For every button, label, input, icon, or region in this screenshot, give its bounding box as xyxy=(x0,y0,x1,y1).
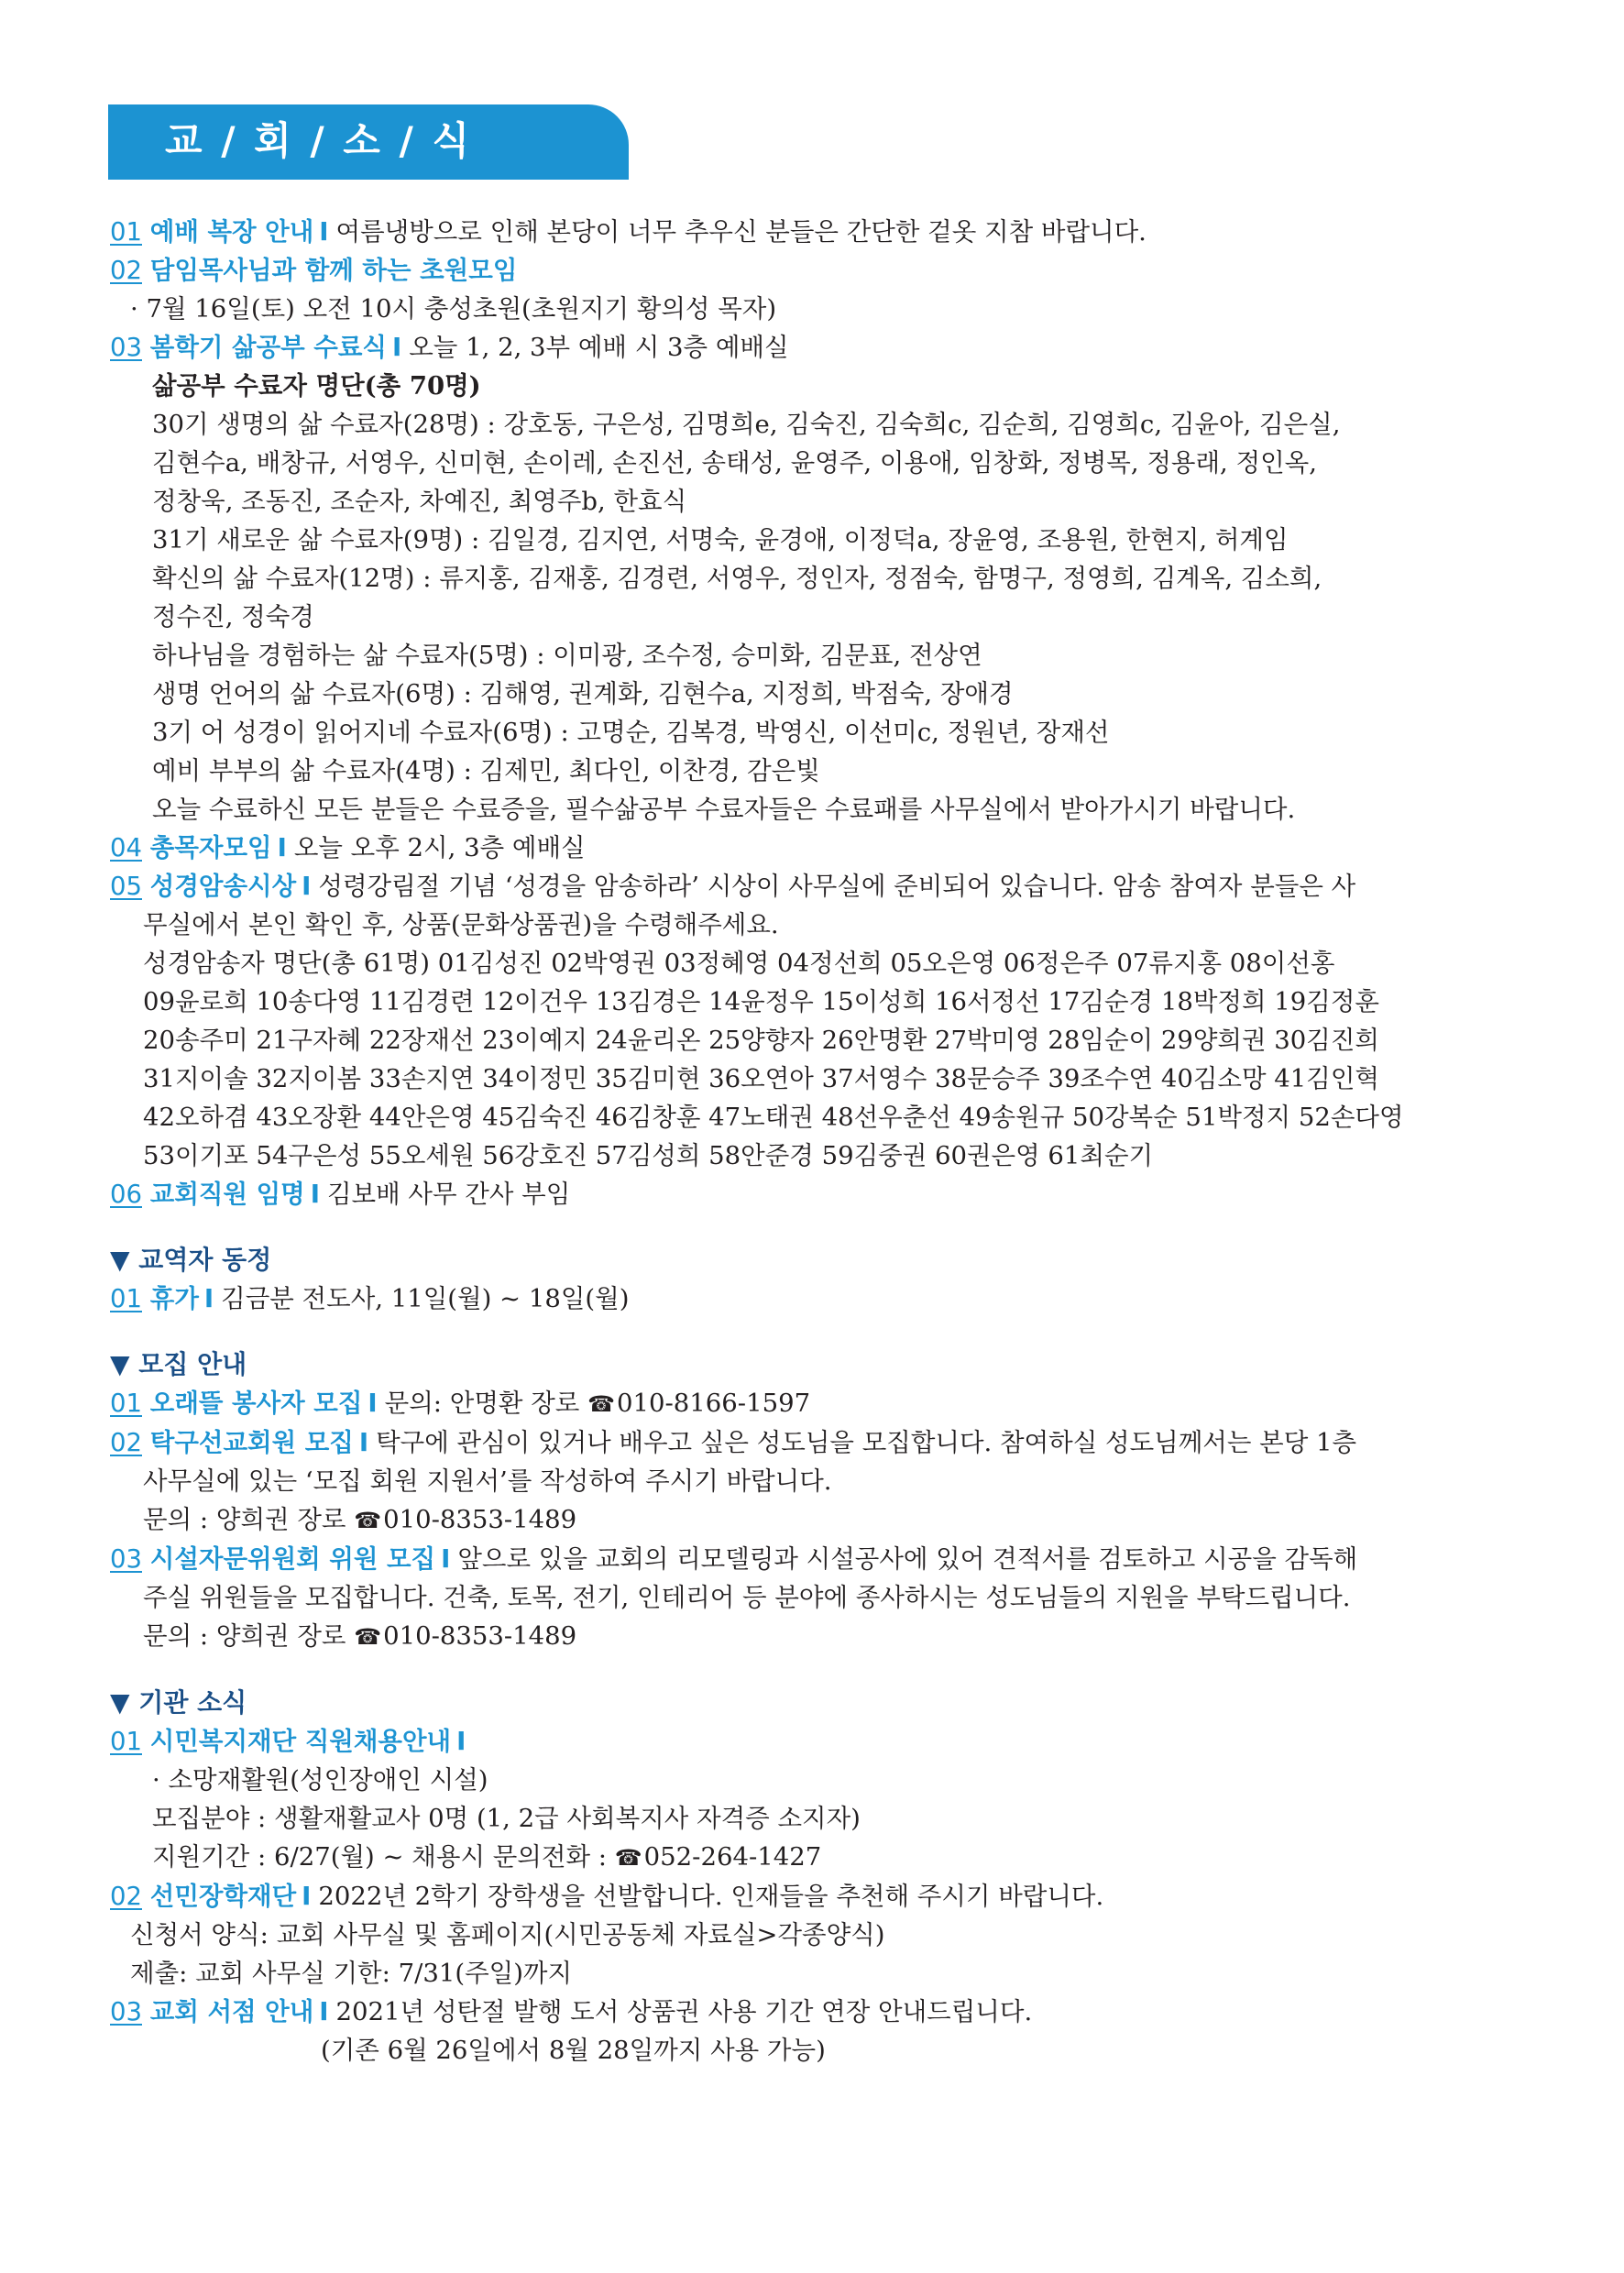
graduate-line: 예비 부부의 삶 수료자(4명) : 김제민, 최다인, 이찬경, 감은빛 xyxy=(152,756,820,785)
phone-icon: ☎ xyxy=(354,1624,382,1650)
item-text: 앞으로 있을 교회의 리모델링과 시설공사에 있어 견적서를 검토하고 시공을 감독해 xyxy=(457,1544,1358,1574)
separator: I xyxy=(319,217,329,247)
reciter-list-line: 42오하겸 43오장환 44안은영 45김숙진 46김창훈 47노태권 48선우춘선 49송원규 50강복순 51박정지 52손다영 xyxy=(143,1103,1404,1132)
separator: I xyxy=(277,833,287,862)
item-title: 시민복지재단 직원채용안내 xyxy=(149,1727,452,1756)
graduate-line: 생명 언어의 삶 수료자(6명) : 김해영, 권계화, 김현수a, 지정희, 박점숙, 장애경 xyxy=(152,679,1014,708)
contact-line xyxy=(110,1617,1540,1656)
recruit-item-01 xyxy=(110,1384,1540,1423)
item-number: 02 xyxy=(110,1428,142,1457)
announcement-06 xyxy=(110,1175,1540,1213)
phone-icon: ☎ xyxy=(614,1845,642,1871)
item-number: 05 xyxy=(110,872,142,901)
separator: I xyxy=(203,1284,214,1313)
separator: I xyxy=(368,1389,378,1418)
item-detail: · 7월 16일(토) 오전 10시 충성초원(초원지기 황의성 목자) xyxy=(130,294,777,324)
agency-item-01 xyxy=(110,1722,1540,1761)
section-heading-minister: ▼ 교역자 동정 xyxy=(110,1245,272,1275)
item-title: 봄학기 삶공부 수료식 xyxy=(149,333,387,362)
item-text: 탁구에 관심이 있거나 배우고 싶은 성도님을 모집합니다. 참여하실 성도님께서는 본당 1층 xyxy=(376,1428,1357,1457)
graduate-list-title: 삶공부 수료자 명단(총 70명) xyxy=(152,371,481,401)
item-text: 성령강림절 기념 ‘성경을 암송하라’ 시상이 사무실에 준비되어 있습니다. 암송 참여자 분들은 사 xyxy=(318,872,1356,901)
agency-item-02 xyxy=(110,1877,1540,1916)
graduate-line: 정수진, 정숙경 xyxy=(152,602,314,631)
item-text-continued: 사무실에 있는 ‘모집 회원 지원서’를 작성하여 주시기 바랍니다. xyxy=(143,1466,832,1496)
item-text-continued: 무실에서 본인 확인 후, 상품(문화상품권)을 수령해주세요. xyxy=(143,910,779,939)
graduate-note: 오늘 수료하신 모든 분들은 수료증을, 필수삶공부 수료자들은 수료패를 사무실에서 받아가시기 바랍니다. xyxy=(152,795,1296,824)
graduate-line: 김현수a, 배창규, 서영우, 신미현, 손이레, 손진선, 송태성, 윤영주, 이용애, 임창화, 정병목, 정용래, 정인옥, xyxy=(152,448,1317,478)
item-number: 03 xyxy=(110,333,142,362)
item-number: 01 xyxy=(110,217,142,247)
graduate-line: 정창욱, 조동진, 조순자, 차예진, 최영주b, 한효식 xyxy=(152,487,687,516)
announcement-04 xyxy=(110,829,1540,867)
agency-item-03 xyxy=(110,1993,1540,2031)
item-title: 교회 서점 안내 xyxy=(149,1997,314,2026)
item-title: 성경암송시상 xyxy=(149,872,297,901)
item-title: 선민장학재단 xyxy=(149,1882,297,1911)
separator: I xyxy=(319,1997,329,2026)
graduate-line: 하나님을 경험하는 삶 수료자(5명) : 이미광, 조수정, 승미화, 김문표, 전상연 xyxy=(152,641,982,670)
phone-icon: ☎ xyxy=(354,1508,382,1533)
item-text: 김금분 전도사, 11일(월) ~ 18일(월) xyxy=(221,1284,630,1313)
separator: I xyxy=(391,333,402,362)
phone-number: 010-8166-1597 xyxy=(617,1389,811,1418)
separator: I xyxy=(310,1180,320,1209)
reciter-list-line: 20송주미 21구자혜 22장재선 23이예지 24윤리온 25양향자 26안명환 27박미영 28임순이 29양희권 30김진희 xyxy=(143,1026,1379,1055)
separator: I xyxy=(358,1428,369,1457)
item-title: 시설자문위원회 위원 모집 xyxy=(149,1544,436,1574)
contact-label: 문의 : 양희권 장로 xyxy=(143,1505,355,1534)
contact-line xyxy=(110,1500,1540,1540)
item-text: 오늘 오후 2시, 3층 예배실 xyxy=(293,833,586,862)
separator: I xyxy=(302,1882,312,1911)
period-text: 지원기간 : 6/27(월) ~ 채용시 문의전화 : xyxy=(152,1842,615,1872)
item-text: 오늘 1, 2, 3부 예배 시 3층 예배실 xyxy=(409,333,789,362)
announcement-05 xyxy=(110,867,1540,906)
item-title: 오래뜰 봉사자 모집 xyxy=(149,1389,363,1418)
phone-number: 052-264-1427 xyxy=(643,1842,822,1872)
item-title: 탁구선교회원 모집 xyxy=(149,1428,354,1457)
item-text-continued: 신청서 양식: 교회 사무실 및 홈페이지(시민공동체 자료실>각종양식) xyxy=(130,1920,885,1949)
item-number: 06 xyxy=(110,1180,142,1209)
recruit-item-03 xyxy=(110,1540,1540,1578)
item-title: 교회직원 임명 xyxy=(149,1180,305,1209)
reciter-list-line: 53이기포 54구은성 55오세원 56강호진 57김성희 58안준경 59김중권 60권은영 61최순기 xyxy=(143,1141,1154,1170)
graduate-line: 31기 새로운 삶 수료자(9명) : 김일경, 김지연, 서명숙, 윤경애, 이정덕a, 장윤영, 조용원, 한현지, 허계임 xyxy=(152,525,1289,555)
recruit-item-02 xyxy=(110,1423,1540,1462)
minister-item-01 xyxy=(110,1279,1540,1318)
agency-period xyxy=(110,1838,1540,1877)
reciter-list-line: 31지이솔 32지이봄 33손지연 34이정민 35김미현 36오연아 37서영수 38문승주 39조수연 40김소망 41김인혁 xyxy=(143,1064,1379,1093)
item-title: 총목자모임 xyxy=(149,833,272,862)
item-title: 휴가 xyxy=(149,1284,199,1313)
graduate-line: 30기 생명의 삶 수료자(28명) : 강호동, 구은성, 김명희e, 김숙진, 김숙희c, 김순희, 김영희c, 김윤아, 김은실, xyxy=(152,410,1341,439)
item-text: 여름냉방으로 인해 본당이 너무 추우신 분들은 간단한 겉옷 지참 바랍니다. xyxy=(335,217,1147,247)
separator: I xyxy=(456,1727,466,1756)
reciter-list-line: 09윤로희 10송다영 11김경련 12이건우 13김경은 14윤정우 15이성희 16서정선 17김순경 18박정희 19김정훈 xyxy=(143,987,1379,1016)
contact-label: 문의 : 양희권 장로 xyxy=(143,1621,355,1651)
graduate-line: 3기 어 성경이 읽어지네 수료자(6명) : 고명순, 김복경, 박영신, 이선미c, 정원년, 장재선 xyxy=(152,718,1110,747)
separator: I xyxy=(302,872,312,901)
item-text: 2022년 2학기 장학생을 선발합니다. 인재들을 추천해 주시기 바랍니다. xyxy=(318,1882,1104,1911)
item-number: 01 xyxy=(110,1727,142,1756)
announcement-01 xyxy=(110,213,1540,251)
agency-field: 모집분야 : 생활재활교사 0명 (1, 2급 사회복지사 자격증 소지자) xyxy=(152,1804,861,1833)
phone-number: 010-8353-1489 xyxy=(383,1505,577,1534)
item-number: 03 xyxy=(110,1997,142,2026)
separator: I xyxy=(441,1544,451,1574)
item-text-continued: 주실 위원들을 모집합니다. 건축, 토목, 전기, 인테리어 등 분야에 종사하시는 성도님들의 지원을 부탁드립니다. xyxy=(143,1583,1351,1612)
item-title: 예배 복장 안내 xyxy=(149,217,314,247)
announcement-03 xyxy=(110,328,1540,367)
item-text: 2021년 성탄절 발행 도서 상품권 사용 기간 연장 안내드립니다. xyxy=(335,1997,1033,2026)
phone-icon: ☎ xyxy=(587,1391,616,1417)
announcement-02 xyxy=(110,251,1540,290)
item-text-continued: (기존 6월 26일에서 8월 28일까지 사용 가능) xyxy=(321,2036,826,2065)
phone-number: 010-8353-1489 xyxy=(383,1621,577,1651)
agency-place: · 소망재활원(성인장애인 시설) xyxy=(152,1765,488,1795)
item-number: 04 xyxy=(110,833,142,862)
item-number: 01 xyxy=(110,1389,142,1418)
section-heading-agency: ▼ 기관 소식 xyxy=(110,1687,247,1718)
item-number: 01 xyxy=(110,1284,142,1313)
reciter-list-line: 성경암송자 명단(총 61명) 01김성진 02박영권 03정혜영 04정선희 05오은영 06정은주 07류지홍 08이선홍 xyxy=(143,949,1335,978)
graduate-line: 확신의 삶 수료자(12명) : 류지홍, 김재홍, 김경련, 서영우, 정인자, 정점숙, 함명구, 정영희, 김계옥, 김소희, xyxy=(152,564,1322,593)
item-number: 02 xyxy=(110,1882,142,1911)
item-text: 김보배 사무 간사 부임 xyxy=(326,1180,571,1209)
section-heading-recruit: ▼ 모집 안내 xyxy=(110,1349,247,1379)
item-text-continued: 제출: 교회 사무실 기한: 7/31(주일)까지 xyxy=(130,1959,573,1988)
item-number: 03 xyxy=(110,1544,142,1574)
bulletin-content xyxy=(110,213,1540,2070)
page-title: 교 / 회 / 소 / 식 xyxy=(165,118,473,163)
item-text: 문의: 안명환 장로 xyxy=(384,1389,588,1418)
item-title: 담임목사님과 함께 하는 초원모임 xyxy=(149,256,518,285)
item-number: 02 xyxy=(110,256,142,285)
